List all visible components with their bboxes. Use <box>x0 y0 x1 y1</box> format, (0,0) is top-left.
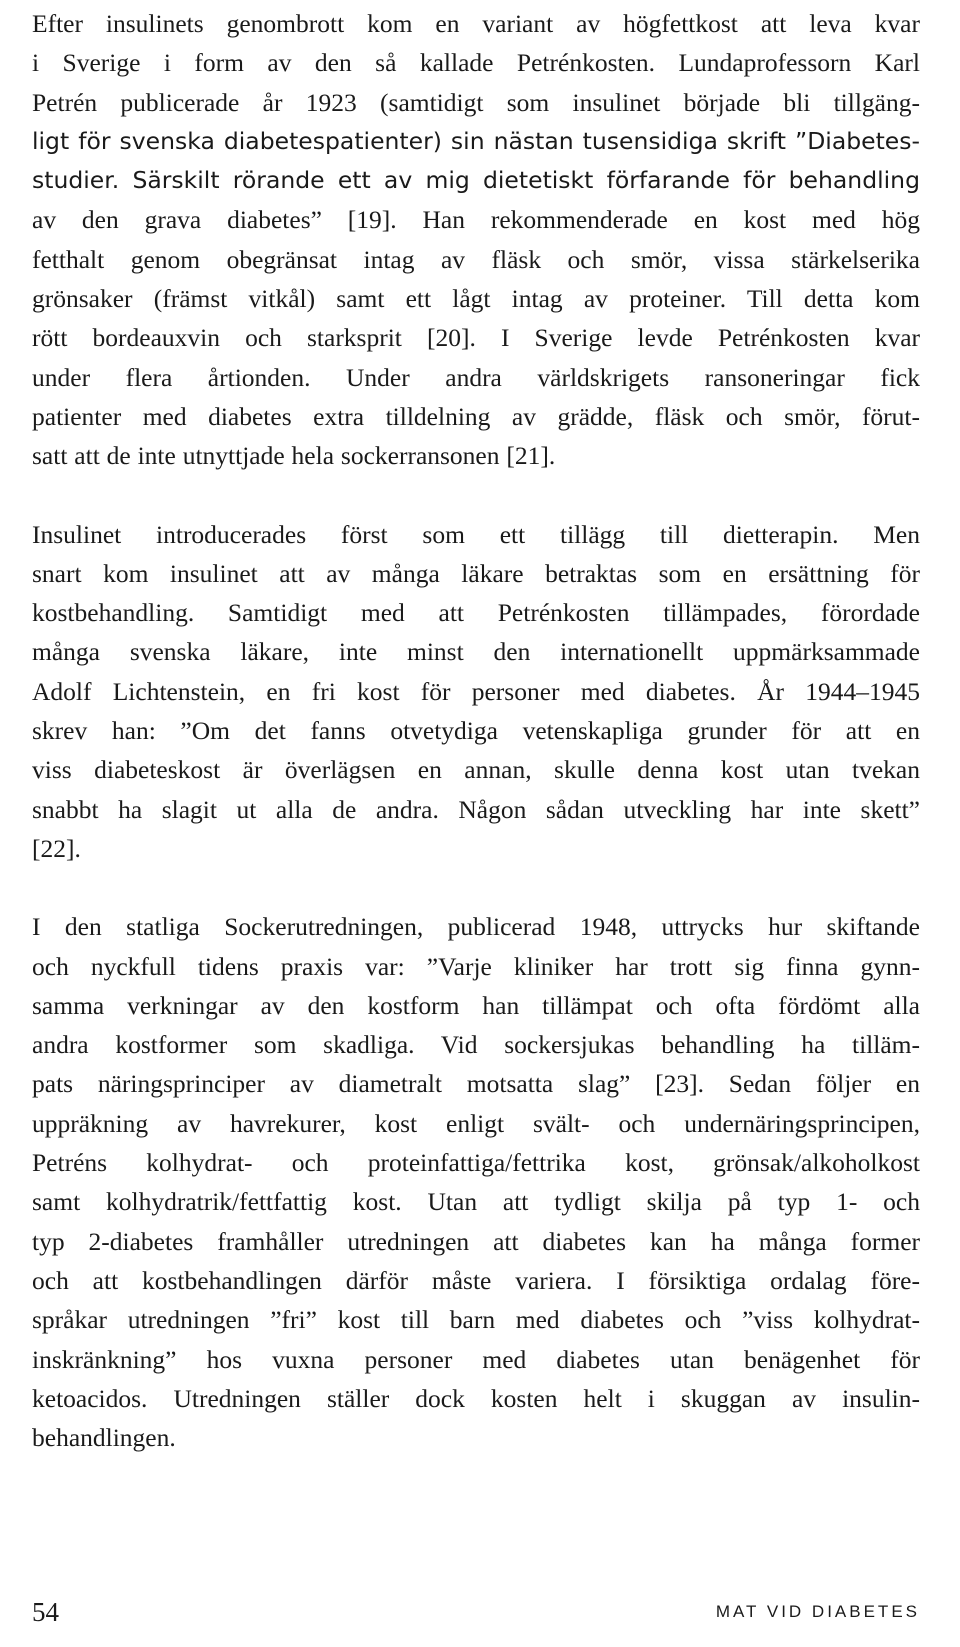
running-title: MAT VID DIABETES <box>715 1602 920 1621</box>
text-line: samma verkningar av den kostform han tillämpat och ofta fördömt alla <box>32 990 920 1020</box>
text-line: under flera årtionden. Under andra världskrigets ransoneringar fick <box>32 362 920 392</box>
text-line: Petrén publicerade år 1923 (samtidigt som insulinet började bli tillgäng- <box>32 87 920 117</box>
paragraph-gap <box>32 868 920 907</box>
text-line: patienter med diabetes extra tilldelning av grädde, fläsk och smör, förut- <box>32 401 920 431</box>
text-line: kostbehandling. Samtidigt med att Petrénkosten tillämpades, förordade <box>32 598 920 628</box>
paragraph-sockerutredningen <box>32 907 920 1457</box>
text-line: snart kom insulinet att av många läkare betraktas som en ersättning för <box>32 558 920 588</box>
text-line: Adolf Lichtenstein, en fri kost för personer med diabetes. År 1944–1945 <box>32 676 920 706</box>
text-line: I den statliga Sockerutredningen, publicerad 1948, uttrycks hur skiftande <box>32 912 920 942</box>
paragraph-petren-diet <box>32 4 920 476</box>
text-line: och att kostbehandlingen därför måste variera. I försiktiga ordalag före- <box>32 1265 920 1295</box>
text-line: av den grava diabetes” [19]. Han rekommenderade en kost med hög <box>32 205 920 235</box>
text-line: språkar utredningen ”fri” kost till barn med diabetes och ”viss kolhydrat- <box>32 1305 920 1335</box>
page-number: 54 <box>32 1597 59 1627</box>
text-line: ligt för svenska diabetespatienter) sin nästan tusensidiga skrift ”Diabetes- <box>32 126 920 155</box>
text-line: snabbt ha slagit ut alla de andra. Någon sådan utveckling har inte skett” <box>32 794 920 824</box>
text-line: typ 2-diabetes framhåller utredningen att diabetes kan ha många former <box>32 1226 920 1256</box>
paragraph-gap <box>32 476 920 515</box>
text-line: studier. Särskilt rörande ett av mig dietetiskt förfarande för behandling <box>32 166 920 195</box>
text-line: pats näringsprinciper av diametralt motsatta slag” [23]. Sedan följer en <box>32 1069 920 1099</box>
page-body <box>32 4 920 1457</box>
text-line: rött bordeauxvin och starksprit [20]. I Sverige levde Petrénkosten kvar <box>32 323 920 353</box>
text-line: grönsaker (främst vitkål) samt ett lågt intag av proteiner. Till detta kom <box>32 284 920 314</box>
text-line: många svenska läkare, inte minst den internationellt uppmärksammade <box>32 637 920 667</box>
text-line: uppräkning av havrekurer, kost enligt svält- och undernäringsprincipen, <box>32 1108 920 1138</box>
text-line: andra kostformer som skadliga. Vid sockersjukas behandling ha tilläm- <box>32 1030 920 1060</box>
text-line: i Sverige i form av den så kallade Petrénkosten. Lundaprofessorn Karl <box>32 48 920 78</box>
text-line: inskränkning” hos vuxna personer med diabetes utan benägenhet för <box>32 1344 920 1374</box>
text-line: satt att de inte utnyttjade hela sockerransonen [21]. <box>32 441 556 471</box>
text-line: fetthalt genom obegränsat intag av fläsk och smör, vissa stärkelserika <box>32 244 920 274</box>
paragraph-insulin-free-diet <box>32 515 920 869</box>
text-line: [22]. <box>32 833 81 863</box>
text-line: och nyckfull tidens praxis var: ”Varje kliniker har trott sig finna gynn- <box>32 951 920 981</box>
text-line: Efter insulinets genombrott kom en variant av högfettkost att leva kvar <box>32 9 920 38</box>
text-line: Insulinet introducerades först som ett tillägg till dietterapin. Men <box>32 519 920 549</box>
page-footer <box>0 1592 960 1632</box>
text-line: skrev han: ”Om det fanns otvetydiga vetenskapliga grunder för att en <box>32 716 920 746</box>
text-line: ketoacidos. Utredningen ställer dock kosten helt i skuggan av insulin- <box>32 1383 920 1413</box>
text-line: behandlingen. <box>32 1423 176 1453</box>
text-line: samt kolhydratrik/fettfattig kost. Utan att tydligt skilja på typ 1- och <box>32 1187 920 1217</box>
text-line: viss diabeteskost är överlägsen en annan, skulle denna kost utan tvekan <box>32 755 920 785</box>
text-line: Petréns kolhydrat- och proteinfattiga/fettrika kost, grönsak/alkoholkost <box>32 1148 920 1178</box>
